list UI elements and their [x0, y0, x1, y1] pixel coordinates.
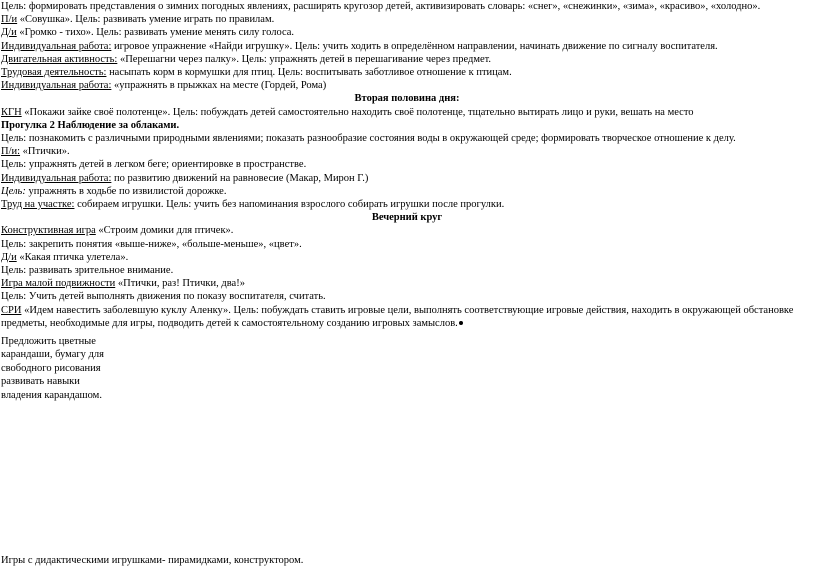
text-line [1, 251, 813, 264]
bullet-icon [459, 321, 463, 325]
text-line [1, 185, 813, 198]
line-text: «упражнять в прыжках на месте (Гордей, Рома) [111, 80, 327, 92]
text-line [1, 0, 813, 13]
line-text: «Строим домики для птичек». [95, 225, 234, 237]
activity-label: П/и [1, 14, 18, 26]
line-text: Цель: закрепить понятия «выше-ниже», «больше-меньше», «цвет». [1, 238, 302, 250]
line-text: «Громко - тихо». Цель: развивать умение менять силу голоса. [16, 27, 295, 39]
line-text: Цель: упражнять детей в легком беге; ориентировке в пространстве. [1, 159, 307, 171]
line-text: «Перешагни через палку». Цель: упражнять детей в перешагивание через предмет. [117, 53, 492, 65]
side-note [1, 335, 121, 402]
activity-label: Двигательная активность: [1, 53, 118, 65]
text-line [1, 224, 813, 237]
line-text: «Какая птичка улетела». [16, 251, 129, 263]
line-text: «Покажи зайке своё полотенце». Цель: побуждать детей самостоятельно находить своё полотенце, тщательно вытирать лицо и руки, вешать на место [21, 106, 694, 118]
note-line: владения карандашом. [1, 389, 102, 401]
line-text: «Птички». [20, 146, 70, 158]
text-line [1, 13, 813, 26]
text-line [1, 132, 813, 145]
text-line [1, 317, 813, 330]
line-text: «Птички, раз! Птички, два!» [115, 278, 245, 290]
activity-label: СРИ [1, 304, 22, 316]
section-heading: Вторая половина дня: [354, 93, 460, 105]
text-line [1, 172, 813, 185]
text-line [1, 304, 813, 317]
activity-label: КГН [1, 106, 22, 118]
activity-label: Конструктивная игра [1, 225, 96, 237]
activity-label: Индивидуальная работа: [1, 80, 112, 92]
line-text: «Идем навестить заболевшую куклу Аленку». Цель: побуждать ставить игровые цели, выполнять соответствующие игровые действия, находить в окружающей обстановке [21, 304, 794, 316]
text-line [1, 106, 813, 119]
note-line: развивать навыки [1, 376, 80, 388]
line-text: Цель: Учить детей выполнять движения по показу воспитателя, считать. [1, 291, 326, 303]
line-text: предметы, необходимые для игры, подводить детей к самостоятельному созданию игровых замыслов. [1, 317, 458, 329]
line-text: «Совушка». Цель: развивать умение играть по правилам. [17, 14, 275, 26]
activity-label: Индивидуальная работа: [1, 40, 112, 52]
line-text: Цель: познакомить с различными природными явлениями; показать разнообразие состояния воды в окружающей среде; формировать творческое отношение к делу. [1, 133, 736, 145]
line-text: Цель: формировать представления о зимних погодных явлениях, расширять кругозор детей, активизировать словарь: «снег», «снежинки», «зима», «красиво», «холодно». [1, 1, 761, 12]
text-line [1, 198, 813, 211]
document-page [1, 0, 813, 330]
text-line [1, 264, 813, 277]
line-text: насыпать корм в кормушки для птиц. Цель: воспитывать заботливое отношение к птицам. [106, 67, 512, 79]
activity-label: Трудовая деятельность: [1, 67, 107, 79]
walk-heading: Прогулка 2 Наблюдение за облаками. [1, 119, 180, 131]
note-line: Предложить цветные [1, 336, 96, 347]
text-line [1, 277, 813, 290]
text-line [1, 53, 813, 66]
activity-label: Цель: [1, 185, 26, 197]
text-line [1, 40, 813, 53]
line-text: упражнять в ходьбе по извилистой дорожке. [25, 185, 227, 197]
text-line [1, 238, 813, 251]
line-text: игровое упражнение «Найди игрушку». Цель: учить ходить в определённом направлении, начинать движение по сигналу воспитателя. [111, 40, 718, 52]
activity-label: Д/и [1, 27, 17, 39]
note-line: свободного рисования [1, 362, 101, 374]
activity-label: Д/и [1, 251, 17, 263]
text-line [1, 66, 813, 79]
text-line [1, 79, 813, 92]
line-text: собираем игрушки. Цель: учить без напоминания взрослого собирать игрушки после прогулки. [74, 199, 505, 211]
activity-label: П/и: [1, 146, 21, 158]
activity-label: Труд на участке: [1, 199, 75, 211]
text-line [1, 145, 813, 158]
text-line [1, 26, 813, 39]
section-heading: Вечерний круг [371, 212, 443, 224]
text-line [1, 290, 813, 303]
note-line: карандаши, бумагу для [1, 349, 104, 361]
activity-label: Игра малой подвижности [1, 278, 116, 290]
text-line [1, 158, 813, 171]
line-text: по развитию движений на равновесие (Макар, Мирон Г.) [111, 172, 369, 184]
line-text: Цель: развивать зрительное внимание. [1, 265, 174, 277]
activity-label: Индивидуальная работа: [1, 172, 112, 184]
bottom-text: Игры с дидактическими игрушками- пирамидками, конструктором. [1, 555, 304, 566]
